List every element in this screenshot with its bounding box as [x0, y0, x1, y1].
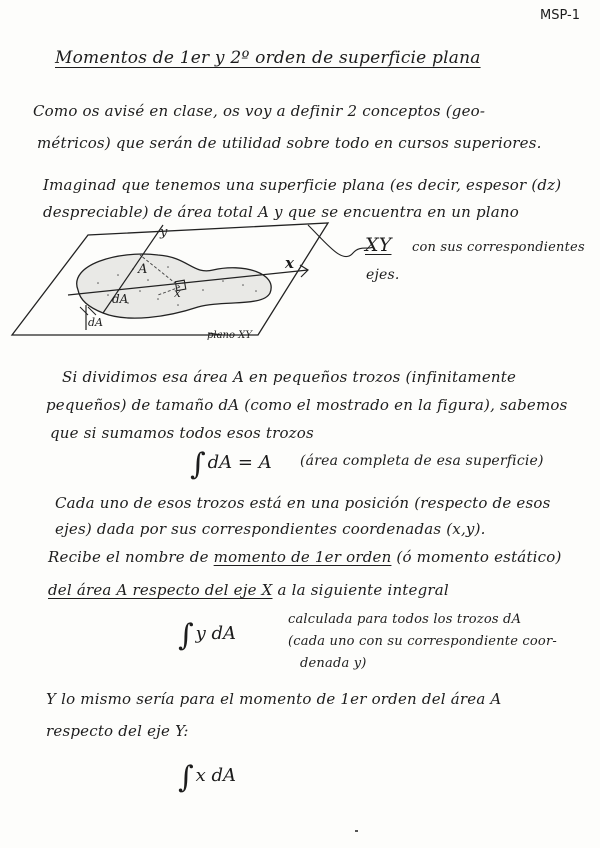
- paragraph-5-line-2: [48, 581, 449, 599]
- paragraph-6-line-1: Y lo mismo sería para el momento de 1er orden del área A: [46, 690, 502, 708]
- equation-2: [178, 618, 236, 653]
- plane-name: XY: [365, 234, 392, 256]
- leader-curve: [308, 225, 373, 257]
- paragraph-3-line-1: Si dividimos esa área A en pequeños trozos (infinitamente: [62, 368, 517, 386]
- figure-label-y: y: [160, 225, 168, 240]
- equation-1: [190, 447, 272, 482]
- equation-1-expr: dA = A: [207, 452, 272, 473]
- equation-2-expr: y dA: [195, 623, 237, 644]
- paragraph-3-line-2: pequeños) de tamaño dA (como el mostrado en la figura), sabemos: [46, 396, 568, 414]
- paragraph-5-line-2a: del área A respecto del eje X: [48, 581, 273, 599]
- paragraph-5-line-1a: Recibe el nombre de: [48, 548, 209, 566]
- equation-3-expr: x dA: [195, 765, 237, 786]
- figure-label-A: A: [138, 262, 148, 277]
- paragraph-5-line-2b: a la siguiente integral: [277, 581, 449, 599]
- equation-2-note-line-3: denada y): [300, 656, 367, 671]
- paragraph-5-term: momento de 1er orden: [213, 548, 392, 566]
- plane-suffix-line-1: con sus correspondientes: [412, 240, 585, 255]
- paragraph-4-line-2: ejes) dada por sus correspondientes coordenadas (x,y).: [55, 520, 486, 538]
- figure-label-plane: plano XY: [207, 330, 252, 341]
- integral-symbol: ∫: [178, 618, 194, 653]
- figure-label-dA: dA: [112, 292, 129, 306]
- paragraph-5-line-1: [48, 548, 562, 566]
- paragraph-3-line-3: que si sumamos todos esos trozos: [50, 424, 314, 442]
- figure-label-dA-small: dA: [88, 316, 103, 329]
- paragraph-2-line-2: despreciable) de área total A y que se encuentra en un plano: [43, 203, 519, 221]
- figure-label-x: x: [285, 254, 294, 272]
- paragraph-1-line-1: Como os avisé en clase, os voy a definir 2 conceptos (geo-: [33, 102, 486, 120]
- paragraph-1-line-2: métricos) que serán de utilidad sobre todo en cursos superiores.: [37, 134, 542, 152]
- equation-2-note-line-1: calculada para todos los trozos dA: [288, 612, 522, 627]
- paragraph-6-line-2: respecto del eje Y:: [46, 722, 189, 740]
- plane-suffix-line-2: ejes.: [366, 267, 400, 283]
- paragraph-5-line-1c: (ó momento estático): [396, 548, 562, 566]
- equation-2-note-line-2: (cada uno con su correspondiente coor-: [288, 634, 557, 649]
- equation-1-note: (área completa de esa superficie): [300, 453, 544, 469]
- equation-3: [178, 760, 236, 795]
- stray-mark: [355, 830, 358, 832]
- page-title: Momentos de 1er y 2º orden de superficie plana: [55, 48, 481, 68]
- paragraph-2-line-1: Imaginad que tenemos una superficie plana (es decir, espesor (dz): [43, 176, 562, 194]
- figure-label-coord: x: [174, 286, 181, 300]
- paragraph-4-line-1: Cada uno de esos trozos está en una posición (respecto de esos: [55, 494, 551, 512]
- integral-symbol: ∫: [178, 760, 194, 795]
- integral-symbol: ∫: [190, 447, 206, 482]
- page-number: MSP-1: [540, 8, 580, 23]
